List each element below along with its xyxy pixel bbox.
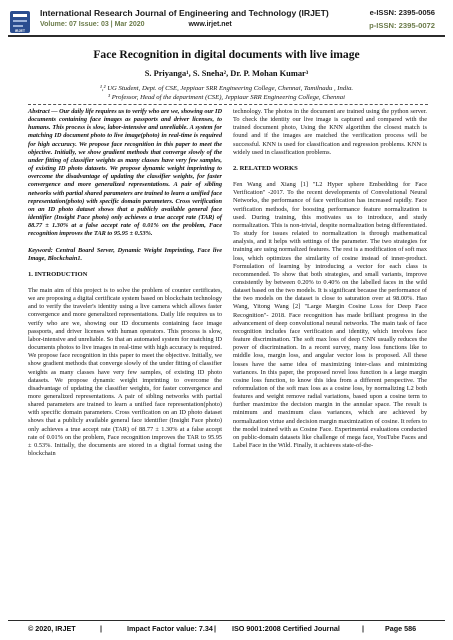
keywords: Keyword: Central Board Server, Dynamic Weight Imprinting, Face live Image, Blockchain1.: [28, 246, 222, 262]
paper-title: Face Recognition in digital documents with live image: [93, 48, 360, 61]
footer-impact-factor: Impact Factor value: 7.34: [127, 624, 213, 633]
footer-iso: ISO 9001:2008 Certified Journal: [232, 624, 340, 633]
section-divider: [28, 104, 428, 105]
abstract: Abstract — Our daily life requires us to verify who are we, showing our ID documents containing face images as passports and driver licenses, to humans. This process is slow, labor-intensive and unreliable. A system for matching ID document photo to live image(photo) in real-time is required for high accuracy. We propose face recognition in this paper to meet the objective. Initially, we show gradient methods that converge slowly of the under fitting of classifier weights as many classes have very few samples, of existing ID photo datasets. We propose dynamic weight imprinting to overcome the disadvantage of updating the classifier weights, for faster convergence and more generalized representations. A pair of sibling networks with partial shared parameters are trained to learn a unified face representation(photo) with specific domain parameters. Cross verification on an ID photo dataset shows that a publicly available general face identifier (Insight Face photo) only achieves a true accept rate (TAR) of 88.77 ± 1.30% at a false accept rate of 0.01% on the problem, Face recognition improves the TAR to 95.95 ± 0.53%.: [28, 108, 222, 238]
affiliation-1: ¹,² UG Student, Dept. of CSE, Jeppiaar SRR Engineering College, Chennai, Tamilnadu , India.: [99, 85, 354, 92]
journal-header: [0, 0, 453, 40]
related-works-heading: 2. RELATED WORKS: [233, 164, 298, 172]
left-column: [28, 108, 222, 466]
footer-rule: [8, 620, 445, 621]
related-works-text: Fen Wang and Xiang [1] "L2 Hyper sphere Embedding for Face Verification" -2017. To the recent developments of Convolutional Neural Networks, the performance of face verification has increased rapidly. Face verification methods, for boosting performance feature normalization is used. During training, this motivates us to introduce, and study normalization. This is non-trivial, despite normalization being differentiated. To study for issues related to normalization is through mathematical analysis, and it helps with settings of the parameter. The two strategies for training are using normalized features. The rest is a modification of soft max loss, which optimizes the similarity of cosine instead of inner-product. Formulation of learning by introducing a vector for each class is recommended. To show that both strategies, and small variants, improve consistently by between 0.20% to 0.40% on the labelled faces in the wild dataset based on the two models. It is significant because the performance of the two models on the dataset is close to saturation over at 98.00%. Hao Wang, Yitong Wang [2] "Large Margin Cosine Loss for Deep Face Recognition"- 2018. Face recognition has made brilliant progress in the advancement of deep convolutional neural networks. The main task of face recognition includes face verification and identity, which involves face feature discrimination. The soft max loss of deep CNN usually reduces the power of discrimination. In a recent survey, many loss functions like to middle loss, margin loss, and angular vector loss is proposed. All these losses have the same idea of maximizing inter-class and minimizing variances. In this paper, the proposed novel loss function is a large margin cosine loss function, to know this idea from a different perspective. The reformulation of the soft max loss as a cosine loss, by normalizing L2 both features and weight remove radial variations, based upon a cosine term to further maximize the decision margin in the annular space. The result is minimum and maximum class variances, which are achieved by normalization virtue and decision margin maximization of cosine. It refers to the model trained with as Cosine Face. Experimental evaluations conducted on public-domain datasets like challenge of mega face, YouTube Faces and Label Face in the Wild. Finally, it achieves state-of-the-: [233, 181, 427, 450]
header-rule: [8, 35, 445, 37]
volume-issue-line: [40, 21, 232, 28]
footer-separator: |: [100, 624, 103, 633]
e-issn: e-ISSN: 2395-0056: [369, 8, 435, 17]
introduction-continued: technology. The photos in the document are trained using the python server. To check the identity our live image is captured and compared with the trained document photo, Using the KNN algorithm the closest match is found and if the images are matched the verification process will be successful. KNN is used for classification and regression problems. KNN is widely used in classification problems.: [233, 108, 427, 156]
footer-separator: |: [214, 624, 217, 633]
paper-authors: S. Priyanga¹, S. Sneha², Dr. P. Mohan Kumar³: [144, 69, 309, 78]
logo-text: IRJET: [14, 29, 26, 33]
footer-page-number: Page 586: [385, 624, 417, 633]
introduction-heading: 1. INTRODUCTION: [28, 270, 88, 278]
footer-copyright: © 2020, IRJET: [28, 624, 76, 633]
p-issn: p-ISSN: 2395-0072: [369, 21, 435, 30]
journal-title: International Research Journal of Engineering and Technology (IRJET): [40, 8, 329, 18]
affiliation-2: ³ Professor, Head of the department (CSE), Jeppiaar SRR Engineering College, Chennai: [108, 94, 345, 101]
footer-separator: |: [362, 624, 365, 633]
introduction-text: The main aim of this project is to solve the problem of counter certificates, we are proposing a digital certificate system based on blockchain technology and to verify the traveler's identity using a live camera which allows faster convergence and more generalized representations. Daily life requires us to verify who are we, showing our ID documents containing face image passports, and driver licenses with human operators. This process is slow, labor-intensive and unreliable. So that an automated system for matching ID documents photos to live images in real-time with high accuracy is required. We propose face recognition in this paper to meet the objective. Initially, we show gradient methods that converge slowly of the under fitting of classifier weights as many classes have very few samples, of existing ID photo datasets. We propose dynamic weight imprinting to overcome the disadvantage of updating the classifier weights, for faster convergence and more generalized representations. A pair of sibling networks with partial shared parameters are trained to learn a unified face representation(photo) with specific domain parameters. Cross verification on an ID photo dataset shows that a publicly available general face identifier (Insight Face photo) only achieves a true accept rate (TAR) of 88.77 ± 1.30% at a false accept rate of 0.01% on the problem, Face recognition improves the TAR to 95.95 ± 0.53%. Initially, the documents are stored in a digital format using the blockchain: [28, 286, 222, 458]
website-link[interactable]: www.irjet.net: [188, 21, 232, 28]
volume-issue: Volume: 07 Issue: 03 | Mar 2020: [40, 21, 145, 28]
irjet-logo-icon: [9, 10, 31, 34]
right-column: [233, 108, 427, 458]
